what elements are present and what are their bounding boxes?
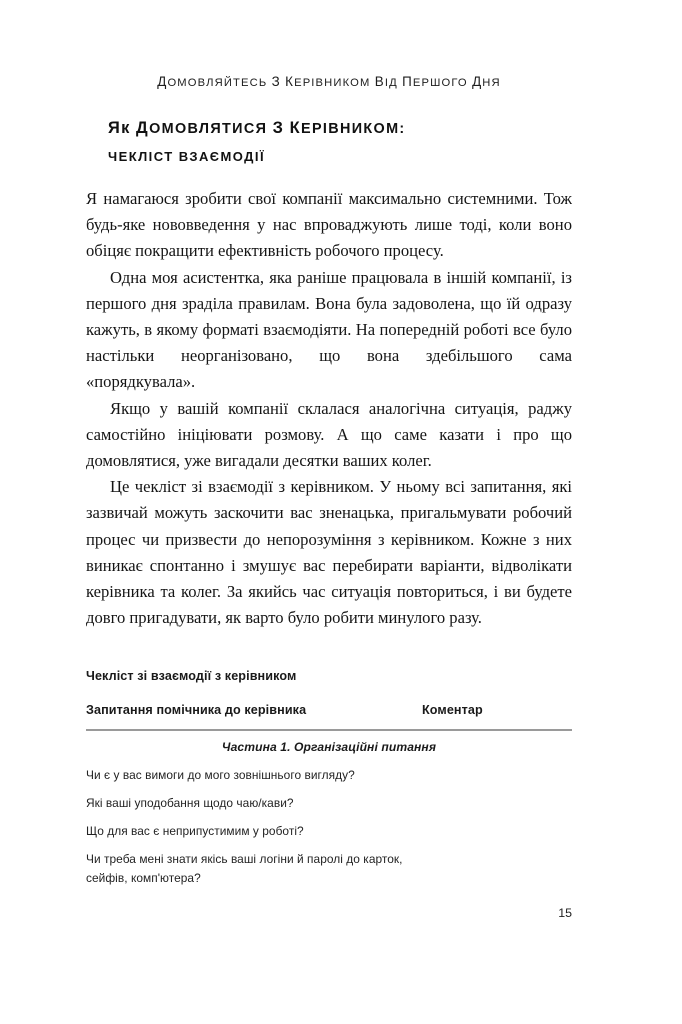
paragraph: Це чекліст зі взаємодії з керівником. У ньому всі запитання, які зазвичай можуть заскочити вас зненацька, пригальмувати робочий процес чи призвести до непорозуміння з керівником. Кожне з них виникає спонтанно і змушує вас перебирати варіанти, відволікати керівника та колег. За якийсь час ситуація повториться, і ви будете довго пригадувати, як варто було робити минулого разу. (86, 477, 572, 628)
header-divider-rule (86, 729, 572, 731)
checklist-rows (86, 766, 572, 887)
table-row: Що для вас є неприпустимим у роботі? (86, 824, 304, 839)
paragraph: Я намагаюся зробити свої компанії максимально системними. Тож будь-яке нововведення у нас впроваджують лише тоді, коли воно обіцяє покращити ефективність робочого процесу. (86, 189, 572, 261)
table-row: Чи треба мені знати якісь ваші логіни й паролі до карток, сейфів, комп'ютера? (86, 852, 403, 885)
checklist-table (86, 668, 572, 887)
column-header-comment: Коментар (422, 703, 483, 717)
table-row: Чи є у вас вимоги до мого зовнішнього вигляду? (86, 768, 355, 782)
checklist-header-row (86, 703, 572, 723)
running-head: ДОМОВЛЯЙТЕСЬ З КЕРІВНИКОМ ВІД ПЕРШОГО ДНЯ (157, 74, 501, 89)
page-number: 15 (558, 906, 572, 920)
column-header-questions: Запитання помічника до керівника (86, 703, 307, 717)
body-text-column (86, 186, 572, 631)
table-row: Які ваші уподобання щодо чаю/кави? (86, 796, 294, 811)
section-title-line-2: ЧЕКЛІСТ ВЗАЄМОДІЇ (108, 149, 265, 164)
section-title-line-1: Як ДОМОВЛЯТИСЯ З КЕРІВНИКОМ: (108, 119, 406, 137)
checklist-caption: Чекліст зі взаємодії з керівником (86, 669, 297, 683)
paragraph: Одна моя асистентка, яка раніше працювала в іншій компанії, із першого дня зраділа правилам. Вона була задоволена, що їй одразу кажуть, в якому форматі взаємодіяти. На попередній роботі все було настільки неорганізовано, що вона здебільшого сама «порядкувала». (86, 267, 572, 392)
paragraph: Якщо у вашій компанії склалася аналогічна ситуація, раджу самостійно ініціювати розмову. А що саме казати і про що домовлятися, уже вигадали десятки ваших колег. (86, 398, 572, 471)
checklist-section-title: Частина 1. Організаційні питання (221, 740, 437, 754)
section-title-block (108, 114, 578, 171)
